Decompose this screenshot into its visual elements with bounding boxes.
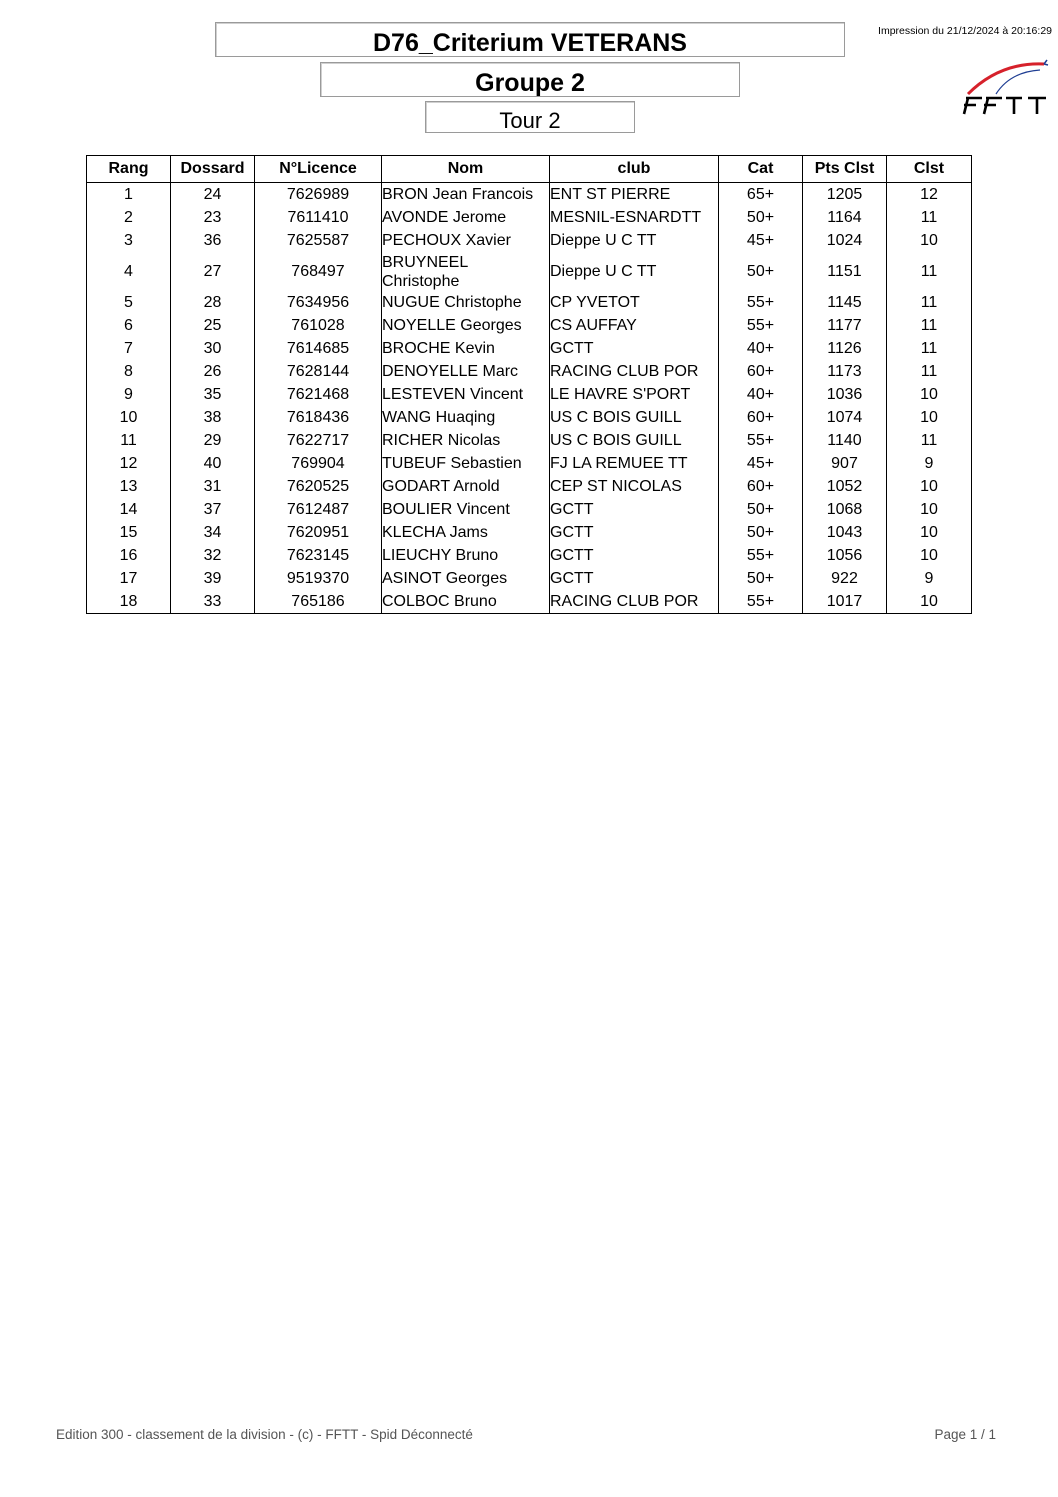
cell-dossard: 26 xyxy=(171,360,255,383)
cell-licence: 7628144 xyxy=(255,360,382,383)
cell-rang: 16 xyxy=(87,544,171,567)
cell-dossard: 24 xyxy=(171,183,255,207)
cell-pts-clst: 1056 xyxy=(803,544,887,567)
column-header-dossard: Dossard xyxy=(171,156,255,183)
cell-cat: 55+ xyxy=(719,544,803,567)
cell-clst: 10 xyxy=(887,475,972,498)
cell-rang: 4 xyxy=(87,252,171,291)
cell-clst: 11 xyxy=(887,314,972,337)
table-row xyxy=(87,183,972,207)
cell-club: MESNIL-ESNARDTT xyxy=(550,206,719,229)
column-header-pts-clst: Pts Clst xyxy=(803,156,887,183)
cell-pts-clst: 1151 xyxy=(803,252,887,291)
table-row xyxy=(87,291,972,314)
cell-cat: 55+ xyxy=(719,429,803,452)
cell-club: RACING CLUB POR xyxy=(550,360,719,383)
cell-rang: 9 xyxy=(87,383,171,406)
cell-pts-clst: 922 xyxy=(803,567,887,590)
cell-pts-clst: 1145 xyxy=(803,291,887,314)
cell-club: RACING CLUB POR xyxy=(550,590,719,614)
column-header-cat: Cat xyxy=(719,156,803,183)
footer-edition: Edition 300 - classement de la division - (c) - FFTT - Spid Déconnecté xyxy=(56,1427,473,1442)
cell-clst: 9 xyxy=(887,452,972,475)
column-header-nom: Nom xyxy=(382,156,550,183)
cell-dossard: 35 xyxy=(171,383,255,406)
table-row xyxy=(87,229,972,252)
cell-pts-clst: 1164 xyxy=(803,206,887,229)
cell-clst: 11 xyxy=(887,360,972,383)
cell-licence: 761028 xyxy=(255,314,382,337)
cell-club: FJ LA REMUEE TT xyxy=(550,452,719,475)
cell-cat: 50+ xyxy=(719,498,803,521)
cell-club: GCTT xyxy=(550,544,719,567)
cell-licence: 7614685 xyxy=(255,337,382,360)
cell-cat: 60+ xyxy=(719,360,803,383)
cell-pts-clst: 1173 xyxy=(803,360,887,383)
cell-rang: 13 xyxy=(87,475,171,498)
cell-nom: BROCHE Kevin xyxy=(382,337,550,360)
cell-nom: LIEUCHY Bruno xyxy=(382,544,550,567)
cell-licence: 7620525 xyxy=(255,475,382,498)
footer-page-number: Page 1 / 1 xyxy=(934,1427,996,1442)
table-row xyxy=(87,314,972,337)
cell-club: GCTT xyxy=(550,337,719,360)
table-row xyxy=(87,590,972,614)
table-row xyxy=(87,475,972,498)
table-row xyxy=(87,252,972,291)
table-row xyxy=(87,521,972,544)
cell-dossard: 33 xyxy=(171,590,255,614)
cell-rang: 14 xyxy=(87,498,171,521)
cell-nom: NOYELLE Georges xyxy=(382,314,550,337)
cell-dossard: 37 xyxy=(171,498,255,521)
cell-rang: 5 xyxy=(87,291,171,314)
column-header-licence: N°Licence xyxy=(255,156,382,183)
cell-dossard: 32 xyxy=(171,544,255,567)
column-header-clst: Clst xyxy=(887,156,972,183)
cell-club: GCTT xyxy=(550,567,719,590)
fftt-logo xyxy=(960,58,1052,123)
cell-clst: 11 xyxy=(887,429,972,452)
cell-licence: 7611410 xyxy=(255,206,382,229)
cell-pts-clst: 1036 xyxy=(803,383,887,406)
cell-pts-clst: 1177 xyxy=(803,314,887,337)
cell-dossard: 29 xyxy=(171,429,255,452)
cell-pts-clst: 1043 xyxy=(803,521,887,544)
cell-clst: 11 xyxy=(887,252,972,291)
cell-pts-clst: 1024 xyxy=(803,229,887,252)
cell-licence: 7620951 xyxy=(255,521,382,544)
cell-cat: 45+ xyxy=(719,452,803,475)
cell-dossard: 25 xyxy=(171,314,255,337)
cell-licence: 9519370 xyxy=(255,567,382,590)
cell-pts-clst: 1017 xyxy=(803,590,887,614)
cell-cat: 55+ xyxy=(719,590,803,614)
cell-clst: 10 xyxy=(887,229,972,252)
page-title: D76_Criterium VETERANS xyxy=(215,22,845,57)
cell-nom: ASINOT Georges xyxy=(382,567,550,590)
cell-cat: 60+ xyxy=(719,406,803,429)
cell-cat: 50+ xyxy=(719,206,803,229)
cell-nom: BRON Jean Francois xyxy=(382,183,550,207)
cell-dossard: 23 xyxy=(171,206,255,229)
table-header-row xyxy=(87,156,972,183)
cell-cat: 55+ xyxy=(719,314,803,337)
cell-nom: KLECHA Jams xyxy=(382,521,550,544)
cell-club: CEP ST NICOLAS xyxy=(550,475,719,498)
cell-nom: DENOYELLE Marc xyxy=(382,360,550,383)
cell-pts-clst: 1068 xyxy=(803,498,887,521)
cell-nom: LESTEVEN Vincent xyxy=(382,383,550,406)
table-row xyxy=(87,452,972,475)
cell-nom-line1: BRUYNEEL xyxy=(382,253,469,271)
cell-pts-clst: 1205 xyxy=(803,183,887,207)
cell-nom: RICHER Nicolas xyxy=(382,429,550,452)
cell-club: ENT ST PIERRE xyxy=(550,183,719,207)
table-row xyxy=(87,498,972,521)
cell-cat: 50+ xyxy=(719,252,803,291)
cell-rang: 17 xyxy=(87,567,171,590)
cell-licence: 7621468 xyxy=(255,383,382,406)
cell-nom: TUBEUF Sebastien xyxy=(382,452,550,475)
cell-nom: AVONDE Jerome xyxy=(382,206,550,229)
cell-dossard: 31 xyxy=(171,475,255,498)
cell-cat: 40+ xyxy=(719,383,803,406)
cell-club: Dieppe U C TT xyxy=(550,252,719,291)
cell-licence: 7618436 xyxy=(255,406,382,429)
cell-rang: 18 xyxy=(87,590,171,614)
cell-dossard: 28 xyxy=(171,291,255,314)
cell-rang: 15 xyxy=(87,521,171,544)
cell-clst: 10 xyxy=(887,383,972,406)
cell-nom: NUGUE Christophe xyxy=(382,291,550,314)
table-row xyxy=(87,383,972,406)
cell-licence: 7612487 xyxy=(255,498,382,521)
cell-cat: 50+ xyxy=(719,567,803,590)
cell-dossard: 39 xyxy=(171,567,255,590)
cell-licence: 7623145 xyxy=(255,544,382,567)
cell-club: US C BOIS GUILL xyxy=(550,429,719,452)
cell-pts-clst: 1074 xyxy=(803,406,887,429)
group-title: Groupe 2 xyxy=(320,62,740,97)
cell-nom: PECHOUX Xavier xyxy=(382,229,550,252)
cell-club: GCTT xyxy=(550,498,719,521)
table-row xyxy=(87,567,972,590)
cell-dossard: 34 xyxy=(171,521,255,544)
cell-clst: 10 xyxy=(887,406,972,429)
cell-licence: 765186 xyxy=(255,590,382,614)
cell-nom: BOULIER Vincent xyxy=(382,498,550,521)
cell-nom: COLBOC Bruno xyxy=(382,590,550,614)
table-row xyxy=(87,544,972,567)
cell-clst: 11 xyxy=(887,206,972,229)
cell-rang: 8 xyxy=(87,360,171,383)
cell-club: GCTT xyxy=(550,521,719,544)
cell-clst: 12 xyxy=(887,183,972,207)
cell-rang: 10 xyxy=(87,406,171,429)
cell-dossard: 36 xyxy=(171,229,255,252)
cell-club: Dieppe U C TT xyxy=(550,229,719,252)
cell-rang: 1 xyxy=(87,183,171,207)
cell-licence: 7622717 xyxy=(255,429,382,452)
cell-clst: 10 xyxy=(887,521,972,544)
cell-cat: 50+ xyxy=(719,521,803,544)
table-row xyxy=(87,360,972,383)
cell-pts-clst: 1052 xyxy=(803,475,887,498)
table-row xyxy=(87,429,972,452)
cell-clst: 9 xyxy=(887,567,972,590)
cell-licence: 7626989 xyxy=(255,183,382,207)
cell-clst: 11 xyxy=(887,291,972,314)
cell-licence: 769904 xyxy=(255,452,382,475)
print-date: Impression du 21/12/2024 à 20:16:29 xyxy=(878,25,1052,37)
table-row xyxy=(87,406,972,429)
cell-dossard: 38 xyxy=(171,406,255,429)
cell-licence: 7634956 xyxy=(255,291,382,314)
cell-clst: 11 xyxy=(887,337,972,360)
cell-club: US C BOIS GUILL xyxy=(550,406,719,429)
cell-cat: 55+ xyxy=(719,291,803,314)
column-header-rang: Rang xyxy=(87,156,171,183)
cell-rang: 6 xyxy=(87,314,171,337)
cell-club: CS AUFFAY xyxy=(550,314,719,337)
cell-cat: 65+ xyxy=(719,183,803,207)
cell-club: LE HAVRE S'PORT xyxy=(550,383,719,406)
cell-rang: 7 xyxy=(87,337,171,360)
table-row xyxy=(87,206,972,229)
cell-pts-clst: 907 xyxy=(803,452,887,475)
cell-pts-clst: 1126 xyxy=(803,337,887,360)
cell-licence: 768497 xyxy=(255,252,382,291)
ranking-table xyxy=(86,155,972,614)
cell-pts-clst: 1140 xyxy=(803,429,887,452)
cell-rang: 3 xyxy=(87,229,171,252)
cell-rang: 2 xyxy=(87,206,171,229)
table-row xyxy=(87,337,972,360)
cell-cat: 60+ xyxy=(719,475,803,498)
cell-clst: 10 xyxy=(887,590,972,614)
fftt-logo-icon xyxy=(960,58,1052,118)
cell-cat: 45+ xyxy=(719,229,803,252)
cell-rang: 12 xyxy=(87,452,171,475)
cell-dossard: 40 xyxy=(171,452,255,475)
cell-clst: 10 xyxy=(887,544,972,567)
cell-nom-line2: Christophe xyxy=(382,272,460,290)
cell-nom xyxy=(382,252,550,291)
cell-nom: WANG Huaqing xyxy=(382,406,550,429)
cell-rang: 11 xyxy=(87,429,171,452)
cell-nom: GODART Arnold xyxy=(382,475,550,498)
cell-cat: 40+ xyxy=(719,337,803,360)
cell-licence: 7625587 xyxy=(255,229,382,252)
cell-clst: 10 xyxy=(887,498,972,521)
cell-dossard: 30 xyxy=(171,337,255,360)
cell-dossard: 27 xyxy=(171,252,255,291)
cell-club: CP YVETOT xyxy=(550,291,719,314)
round-title: Tour 2 xyxy=(425,101,635,133)
column-header-club: club xyxy=(550,156,719,183)
